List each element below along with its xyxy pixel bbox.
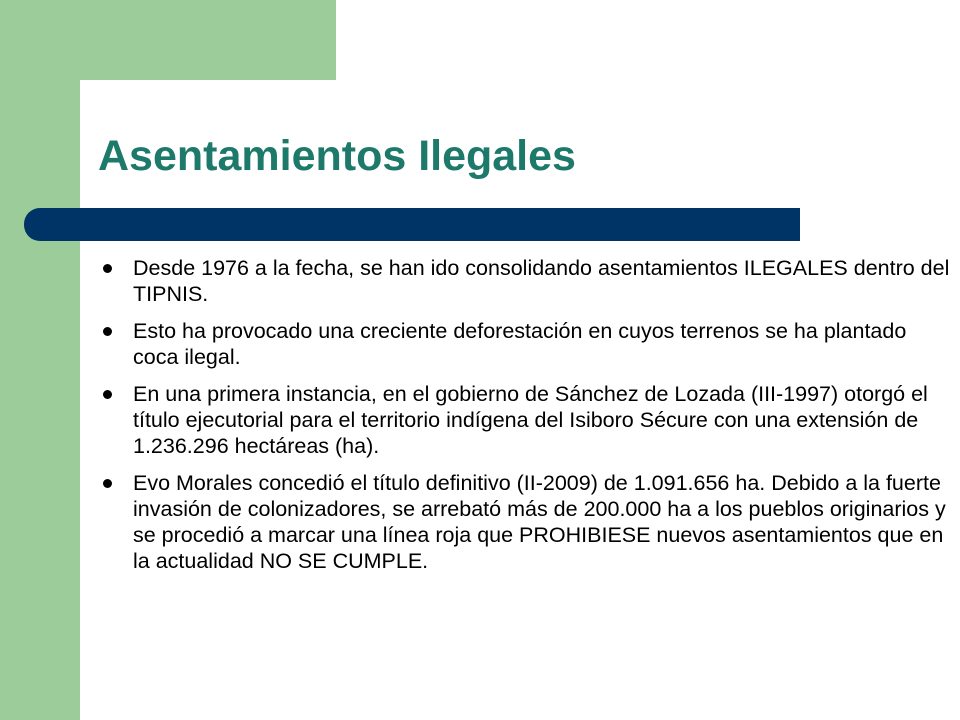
top-accent-block — [80, 0, 336, 80]
left-accent-bar — [0, 0, 80, 720]
title-underline-bar — [24, 208, 800, 241]
list-item — [103, 255, 953, 307]
bullet-text: Desde 1976 a la fecha, se han ido consolidando asentamientos ILEGALES dentro del TIPNIS. — [133, 256, 950, 306]
bullet-list — [103, 255, 953, 585]
list-item — [103, 381, 953, 459]
list-item — [103, 470, 953, 574]
bullet-text: Esto ha provocado una creciente deforestación en cuyos terrenos se ha plantado coca ilegal. — [133, 319, 907, 369]
bullet-text: Evo Morales concedió el título definitivo (II-2009) de 1.091.656 ha. Debido a la fuerte invasión de colonizadores, se arrebató más de 200.000 ha a los pueblos originarios y se procedió a marcar una línea roja que PROHIBIESE nuevos asentamientos que en la actualidad NO SE CUMPLE. — [133, 471, 946, 573]
slide-title: Asentamientos Ilegales — [98, 132, 576, 180]
list-item — [103, 318, 953, 370]
bullet-dot-icon — [103, 264, 112, 273]
bullet-dot-icon — [103, 390, 112, 399]
bullet-dot-icon — [103, 327, 112, 336]
bullet-text: En una primera instancia, en el gobierno de Sánchez de Lozada (III-1997) otorgó el título ejecutorial para el territorio indígena del Isiboro Sécure con una extensión de 1.236.296 hectáreas (ha). — [133, 382, 928, 458]
bullet-dot-icon — [103, 479, 112, 488]
rounded-corner-cutout — [80, 80, 140, 140]
